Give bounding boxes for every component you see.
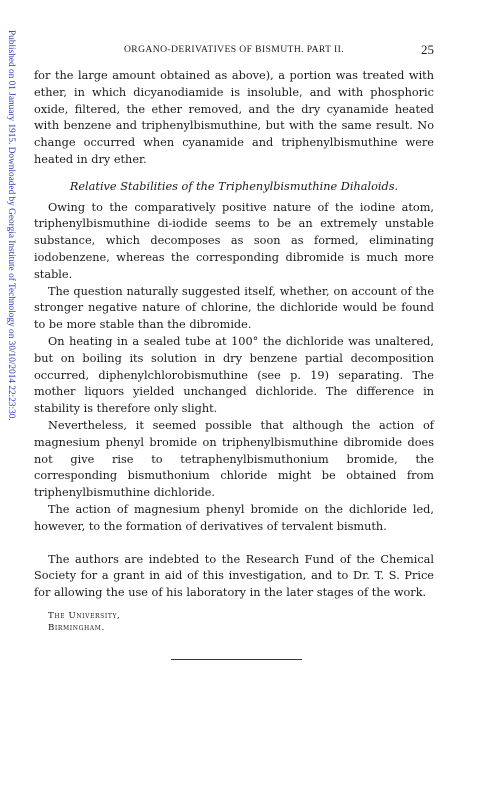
paragraph-acknowledgement: The authors are indebted to the Research Fund of the Chemical Society for a grant in aid of this investigation, and to Dr. T. S. Price for allowing the use of his laboratory in the later stages of the work.: [34, 552, 434, 600]
paragraph-iodide: Owing to the comparatively positive nature of the iodine atom, triphenylbismuthine di-iodide seems to be an extremely unstable substance, which decomposes as soon as formed, eliminating iodobenzene, whereas the corresponding dibromide is much more stable.: [34, 200, 434, 281]
article-body: [34, 68, 434, 635]
publication-watermark: [2, 30, 20, 690]
address-line-university: The University,: [48, 610, 121, 621]
page-number: 25: [421, 42, 434, 57]
running-head: ORGANO-DERIVATIVES OF BISMUTH. PART II.: [123, 44, 345, 55]
address-line-city: Birmingham.: [48, 623, 105, 634]
section-heading: Relative Stabilities of the Triphenylbismuthine Dihaloids.: [69, 179, 399, 193]
paragraph-nevertheless: Nevertheless, it seemed possible that although the action of magnesium phenyl bromide on triphenylbismuthine dibromide does not give rise to tetraphenylbismuthonium bromide, the corresponding bismuthonium chloride might be obtained from triphenylbismuthine dichloride.: [34, 418, 434, 500]
paragraph-continuation: for the large amount obtained as above), a portion was treated with ether, in which dicyanodiamide is insoluble, and with phosphoric oxide, filtered, the ether removed, and the dry cyanamide heated with benzene and triphenylbismuthine, but with the same result. No change occurred when cyanamide and triphenylbismuthine were heated in dry ether.: [34, 69, 434, 166]
download-notice: Published on 01 January 1915. Downloaded by Georgia Institute of Technology on 30/10/2014 22:23:30.: [6, 30, 16, 421]
author-address: [48, 610, 434, 635]
paragraph-result: The action of magnesium phenyl bromide on the dichloride led, however, to the formation of derivatives of tervalent bismuth.: [34, 502, 434, 533]
paragraph-question: The question naturally suggested itself, whether, on account of the stronger negative nature of chlorine, the dichloride would be found to be more stable than the dibromide.: [34, 284, 434, 332]
footer-rule: [171, 659, 302, 660]
page-header: [34, 42, 434, 60]
paragraph-heating: On heating in a sealed tube at 100° the dichloride was unaltered, but on boiling its solution in dry benzene partial decomposition occurred, diphenylchlorobismuthine (see p. 19) separating. The mother liquors yielded unchanged dichloride. The difference in stability is therefore only slight.: [34, 334, 434, 416]
